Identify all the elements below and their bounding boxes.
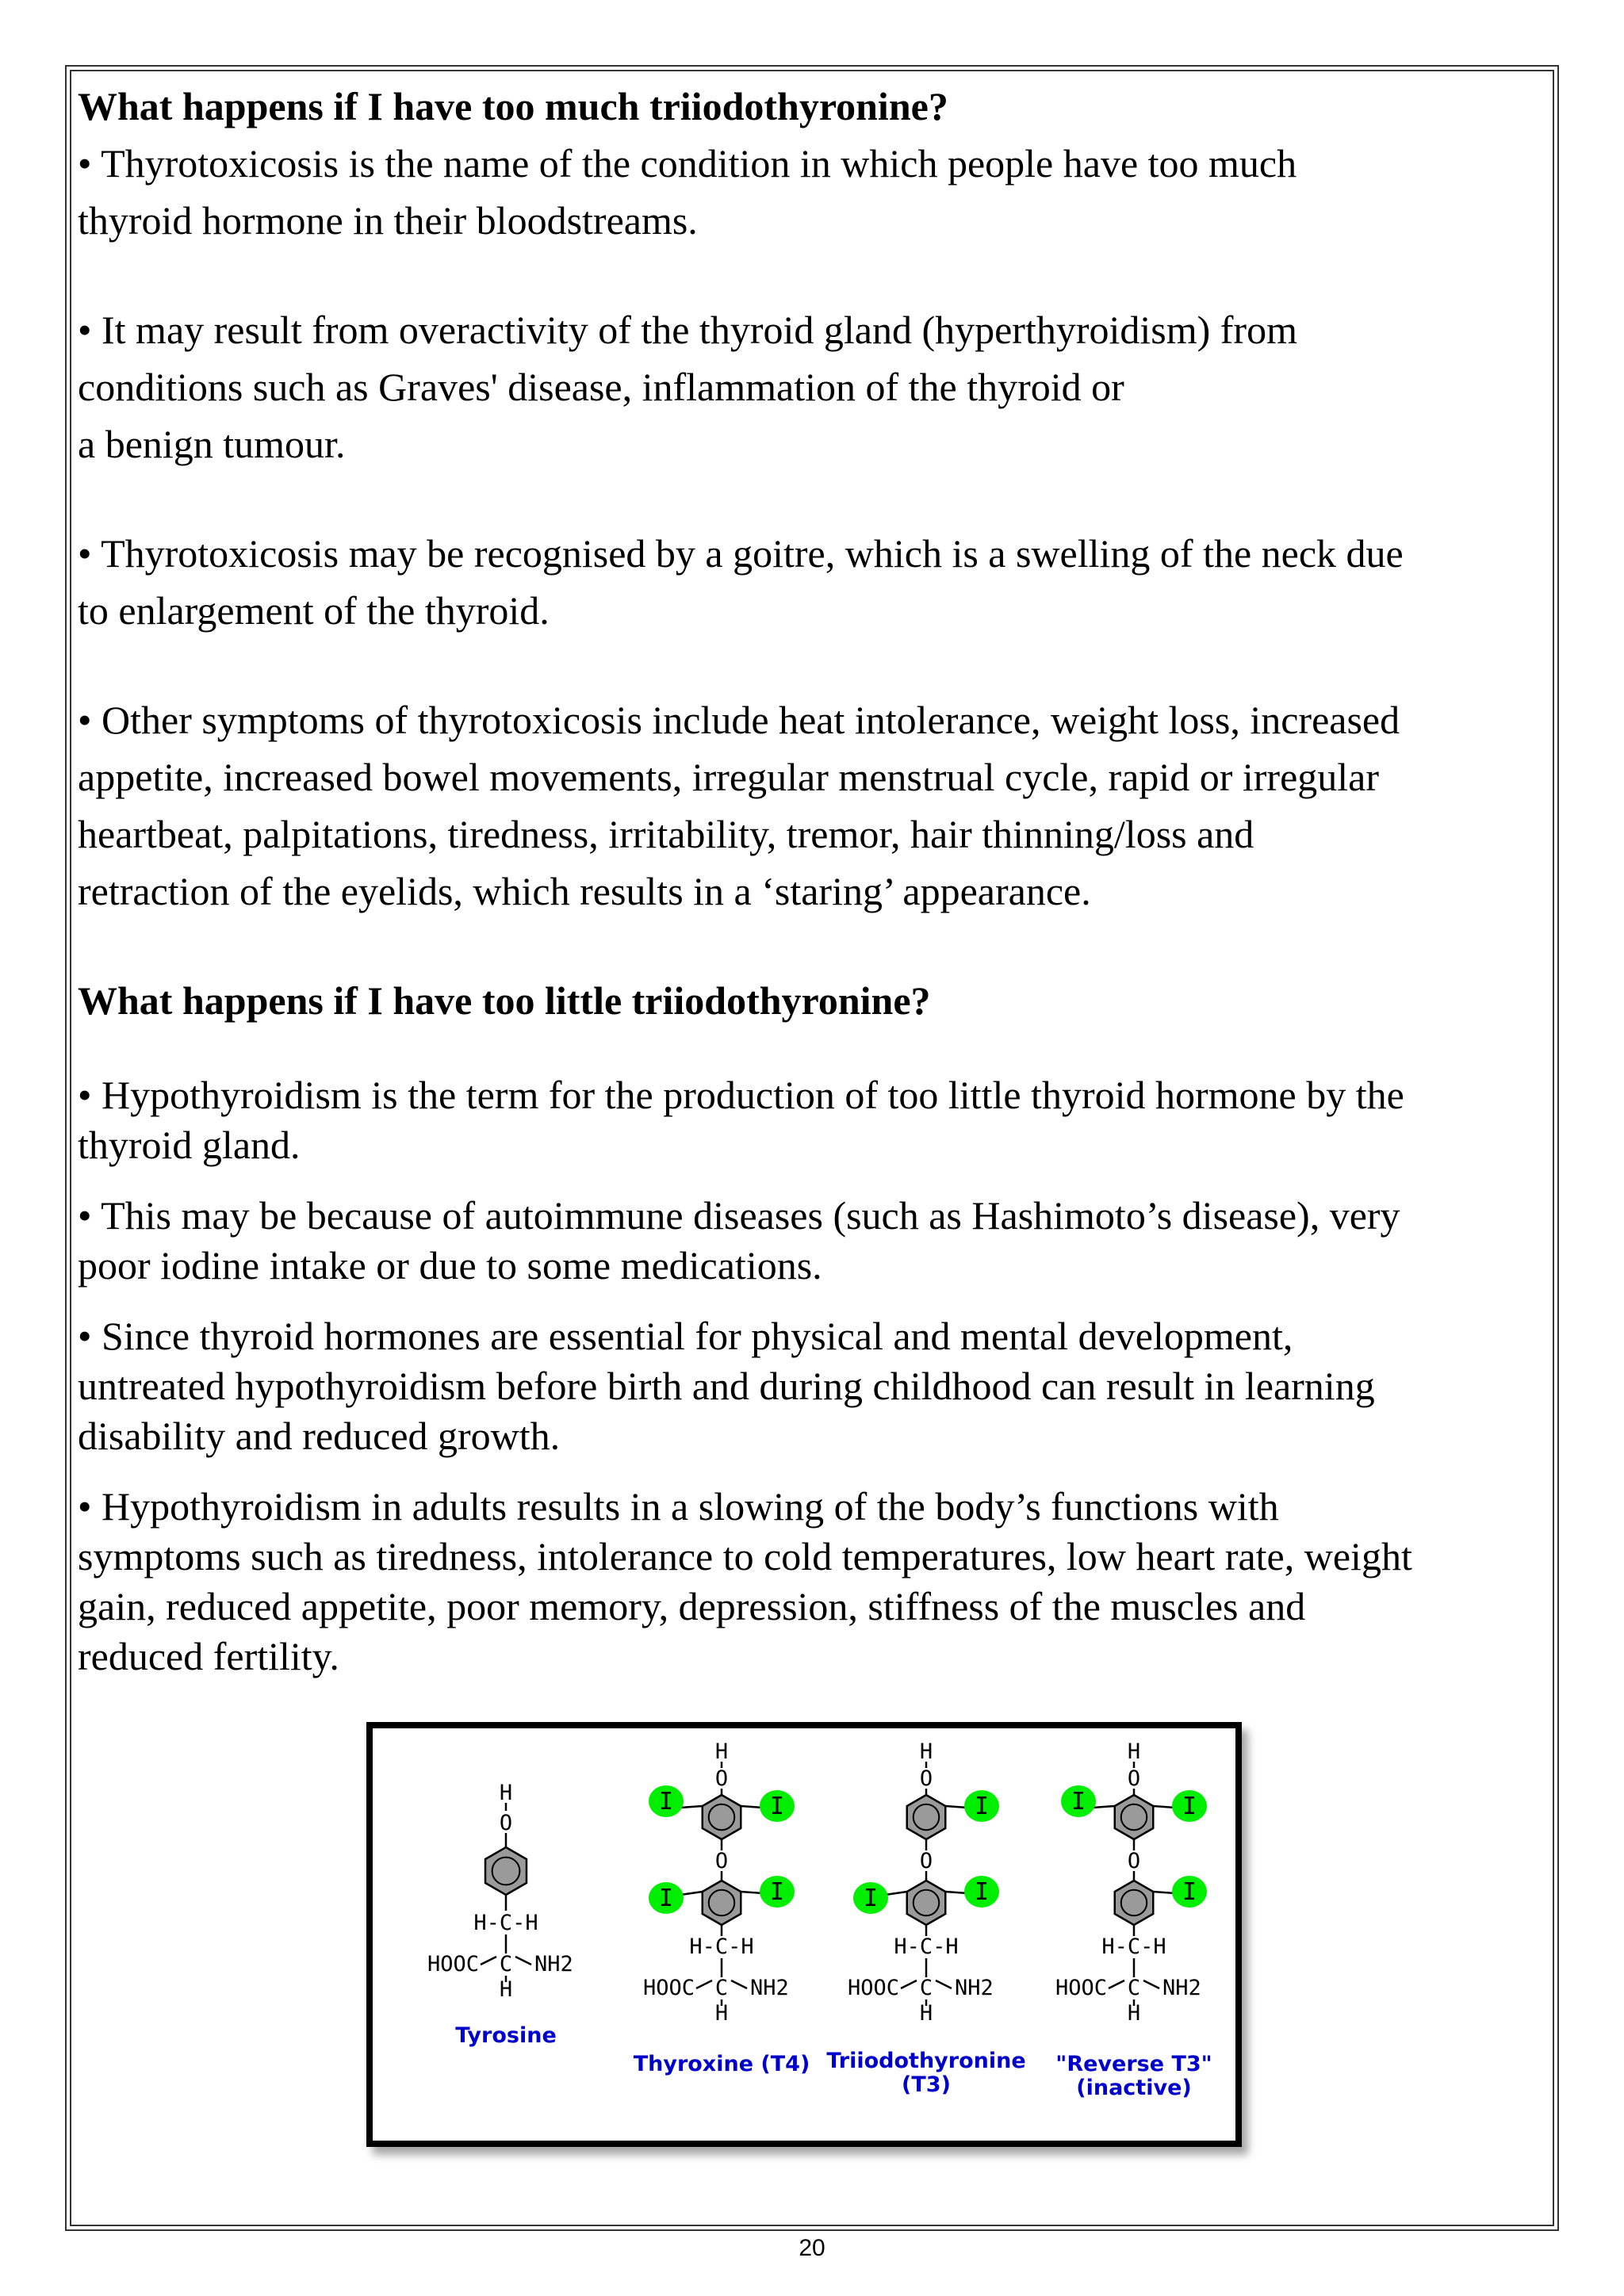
hydrogen-label: H <box>714 1739 729 1764</box>
iodine-label: I <box>1182 1793 1197 1820</box>
text-line: • It may result from overactivity of the thyroid gland (hyperthyroidism) from <box>78 308 1297 352</box>
bond <box>515 1957 531 1965</box>
iodine-label: I <box>974 1878 990 1906</box>
text-line: heartbeat, palpitations, tiredness, irritability, tremor, hair thinning/loss and <box>78 812 1254 856</box>
text-line: • This may be because of autoimmune diseases (such as Hashimoto’s disease), very <box>78 1193 1400 1238</box>
molecule-caption: Triiodothyronine <box>826 2049 1026 2073</box>
text-line: appetite, increased bowel movements, irregular menstrual cycle, rapid or irregular <box>78 755 1379 799</box>
paragraph-hypothyroidism-definition <box>78 1070 1553 1170</box>
text-line: • Other symptoms of thyrotoxicosis include heat intolerance, weight loss, increased <box>78 698 1400 742</box>
text-line: • Thyrotoxicosis is the name of the condition in which people have too much <box>78 141 1297 186</box>
bond <box>696 1980 712 1988</box>
section-heading-too-much: What happens if I have too much triiodothyronine? <box>78 84 948 128</box>
hydrogen-label: H <box>1127 1739 1141 1764</box>
text-line: poor iodine intake or due to some medications. <box>78 1243 822 1288</box>
text-line: a benign tumour. <box>78 422 346 466</box>
iodine-label: I <box>863 1885 879 1912</box>
text-line: disability and reduced growth. <box>78 1414 561 1458</box>
text-line: • Since thyroid hormones are essential for physical and mental development, <box>78 1314 1293 1358</box>
iodine-label: I <box>769 1878 785 1906</box>
paragraph-thyrotoxicosis-definition <box>78 135 1553 249</box>
hydrogen-label: H <box>714 2001 729 2026</box>
hooc-label: HOOC <box>642 1976 695 2000</box>
bond <box>1109 1980 1124 1988</box>
thyroid-hormone-structures-figure <box>366 1722 1242 2147</box>
molecule-caption: (inactive) <box>1076 2076 1192 2100</box>
bond <box>945 1892 967 1893</box>
bond <box>731 1980 747 1988</box>
molecule-caption: (T3) <box>902 2072 951 2097</box>
text-line: • Hypothyroidism in adults results in a slowing of the body’s functions with <box>78 1484 1279 1529</box>
paragraph-goitre <box>78 525 1553 639</box>
nh2-label: NH2 <box>955 1976 994 2000</box>
text-line: reduced fertility. <box>78 1634 339 1678</box>
hch-label: H-C-H <box>689 1934 754 1959</box>
bond <box>680 1892 703 1895</box>
paragraph-adult-symptoms <box>78 1482 1553 1682</box>
hch-label: H-C-H <box>894 1934 959 1959</box>
page-number: 20 <box>799 2235 825 2261</box>
iodine-label: I <box>658 1885 674 1912</box>
bond <box>1143 1980 1159 1988</box>
paragraph-hypothyroidism-causes <box>78 1191 1553 1291</box>
paragraph-thyrotoxicosis-causes <box>78 301 1553 473</box>
iodine-label: I <box>1071 1788 1086 1816</box>
bond <box>1153 1806 1175 1808</box>
bond <box>680 1806 703 1808</box>
bond <box>1153 1892 1175 1893</box>
hydrogen-label: H <box>1127 2001 1141 2026</box>
bond <box>885 1892 907 1895</box>
bond <box>901 1980 917 1988</box>
bond <box>1093 1806 1115 1808</box>
nh2-label: NH2 <box>750 1976 789 2000</box>
iodine-label: I <box>769 1793 785 1820</box>
molecule-diagram <box>373 1728 1235 2141</box>
hooc-label: HOOC <box>847 1976 899 2000</box>
nh2-label: NH2 <box>1162 1976 1201 2000</box>
document-body <box>78 78 1553 1682</box>
bond <box>481 1957 496 1965</box>
section-heading-too-little: What happens if I have too little triiodothyronine? <box>78 978 931 1023</box>
text-line: thyroid gland. <box>78 1123 301 1167</box>
paragraph-development <box>78 1311 1553 1461</box>
hch-label: H-C-H <box>473 1911 538 1935</box>
hydrogen-label: H <box>499 1977 513 2002</box>
hydrogen-label: H <box>919 1739 933 1764</box>
bond <box>741 1892 763 1893</box>
text-line: to enlargement of the thyroid. <box>78 588 550 633</box>
carbon-label: C <box>714 1976 729 2000</box>
hooc-label: HOOC <box>1055 1976 1107 2000</box>
hydrogen-label: H <box>499 1781 513 1805</box>
carbon-label: C <box>499 1952 513 1976</box>
carbon-label: C <box>1127 1976 1141 2000</box>
oxygen-label: O <box>919 1849 933 1873</box>
text-line: conditions such as Graves' disease, inflammation of the thyroid or <box>78 365 1124 409</box>
bond <box>945 1806 967 1808</box>
text-line: untreated hypothyroidism before birth and during childhood can result in learning <box>78 1364 1375 1408</box>
paragraph-other-symptoms <box>78 691 1553 920</box>
text-line: symptoms such as tiredness, intolerance to cold temperatures, low heart rate, weight <box>78 1534 1412 1578</box>
oxygen-label: O <box>499 1811 513 1835</box>
bond <box>936 1980 952 1988</box>
hydrogen-label: H <box>919 2001 933 2026</box>
molecule-caption: "Reverse T3" <box>1055 2052 1212 2076</box>
text-line: • Hypothyroidism is the term for the production of too little thyroid hormone by the <box>78 1073 1404 1117</box>
oxygen-label: O <box>714 1849 729 1873</box>
bond <box>741 1806 763 1808</box>
text-line: gain, reduced appetite, poor memory, depression, stiffness of the muscles and <box>78 1584 1306 1628</box>
iodine-label: I <box>974 1793 990 1820</box>
text-line: retraction of the eyelids, which results in a ‘staring’ appearance. <box>78 869 1091 913</box>
hooc-label: HOOC <box>427 1952 479 1976</box>
iodine-label: I <box>1182 1878 1197 1906</box>
nh2-label: NH2 <box>534 1952 573 1976</box>
carbon-label: C <box>919 1976 933 2000</box>
hch-label: H-C-H <box>1101 1934 1166 1959</box>
text-line: • Thyrotoxicosis may be recognised by a goitre, which is a swelling of the neck due <box>78 531 1404 576</box>
text-line: thyroid hormone in their bloodstreams. <box>78 198 698 243</box>
caption-tyrosine: Tyrosine <box>455 2023 557 2048</box>
oxygen-label: O <box>714 1766 729 1791</box>
oxygen-label: O <box>1127 1766 1141 1791</box>
oxygen-label: O <box>1127 1849 1141 1873</box>
oxygen-label: O <box>919 1766 933 1791</box>
molecule-caption: Thyroxine (T4) <box>633 2052 810 2076</box>
iodine-label: I <box>658 1788 674 1816</box>
